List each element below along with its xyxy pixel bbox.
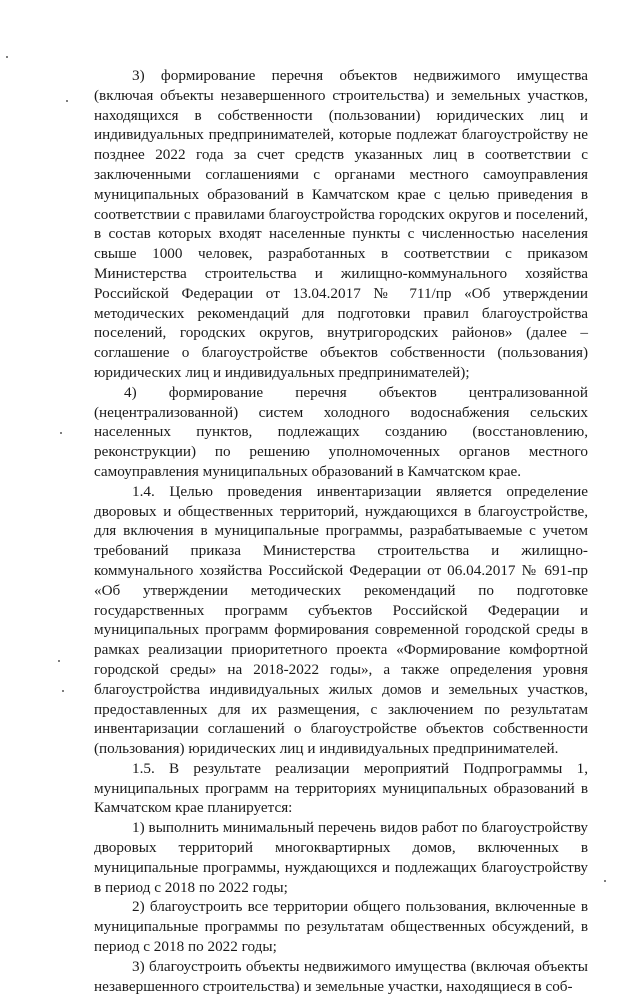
paragraph-result-1-courtyards: 1) выполнить минимальный перечень видов работ по благоустройству дворовых территорий многоквартирных домов, включенных в муниципальные программы, нуждающихся и подлежащих благоустройству в период с 2018 по 2022 годы; (94, 819, 588, 896)
document-page (94, 66, 588, 996)
scan-speck (66, 100, 68, 102)
scan-speck (60, 432, 62, 434)
paragraph-item-4-water-systems: 4) формирование перечня объектов централизованной (нецентрализованной) систем холодного водоснабжения сельских населенных пунктов, подлежащих созданию (восстановлению, реконструкции) по решению уполномоченных органов местного самоуправления муниципальных образований в Камчатском крае. (94, 383, 588, 480)
scan-speck (58, 660, 60, 662)
paragraph-1-5-planned-results: 1.5. В результате реализации мероприятий Подпрограммы 1, муниципальных программ на территориях муниципальных образований в Камчатском крае планируется: (94, 759, 588, 817)
paragraph-result-3-property: 3) благоустроить объекты недвижимого имущества (включая объекты незавершенного строительства) и земельные участки, находящиеся в соб- (94, 957, 588, 995)
paragraph-item-3-property-list: 3) формирование перечня объектов недвижимого имущества (включая объекты незавершенного строительства) и земельных участков, находящихся в собственности (пользовании) юридических лиц и индивидуальных предпринимателей, которые подлежат благоустройству не позднее 2022 года за счет средств указанных лиц в соответствии с заключенными соглашениями с органами местного самоуправления муниципальных образований в Камчатском крае с целью приведения в соответствии с правилами благоустройства городских округов и поселений, в состав которых входят населенные пункты с численностью населения свыше 1000 человек, разработанных в соответствии с приказом Министерства строительства и жилищно-коммунального хозяйства Российской Федерации от 13.04.2017 № 711/пр «Об утверждении методических рекомендаций для подготовки правил благоустройства поселений, городских округов, внутригородских районов» (далее – соглашение о благоустройстве объектов собственности (пользования) юридических лиц и индивидуальных предпринимателей); (94, 67, 588, 381)
scan-speck (62, 690, 64, 692)
paragraph-1-4-inventory-goal: 1.4. Целью проведения инвентаризации является определение дворовых и общественных территорий, нуждающихся в благоустройстве, для включения в муниципальные программы, разрабатываемые с учетом требований приказа Министерства строительства и жилищно-коммунального хозяйства Российской Федерации от 06.04.2017 № 691-пр «Об утверждении методических рекомендаций по подготовке государственных программ субъектов Российской Федерации и муниципальных программ формирования современной городской среды в рамках реализации приоритетного проекта «Формирование комфортной городской среды» на 2018-2022 годы», а также определения уровня благоустройства индивидуальных жилых домов и земельных участков, предоставленных для их размещения, с заключением по результатам инвентаризации соглашений о благоустройстве объектов собственности (пользования) юридических лиц и индивидуальных предпринимателей. (94, 482, 588, 758)
scan-speck (604, 880, 606, 882)
scan-speck (6, 56, 8, 58)
paragraph-result-2-public-areas: 2) благоустроить все территории общего пользования, включенные в муниципальные программы по результатам общественных обсуждений, в период с 2018 по 2022 годы; (94, 898, 588, 956)
